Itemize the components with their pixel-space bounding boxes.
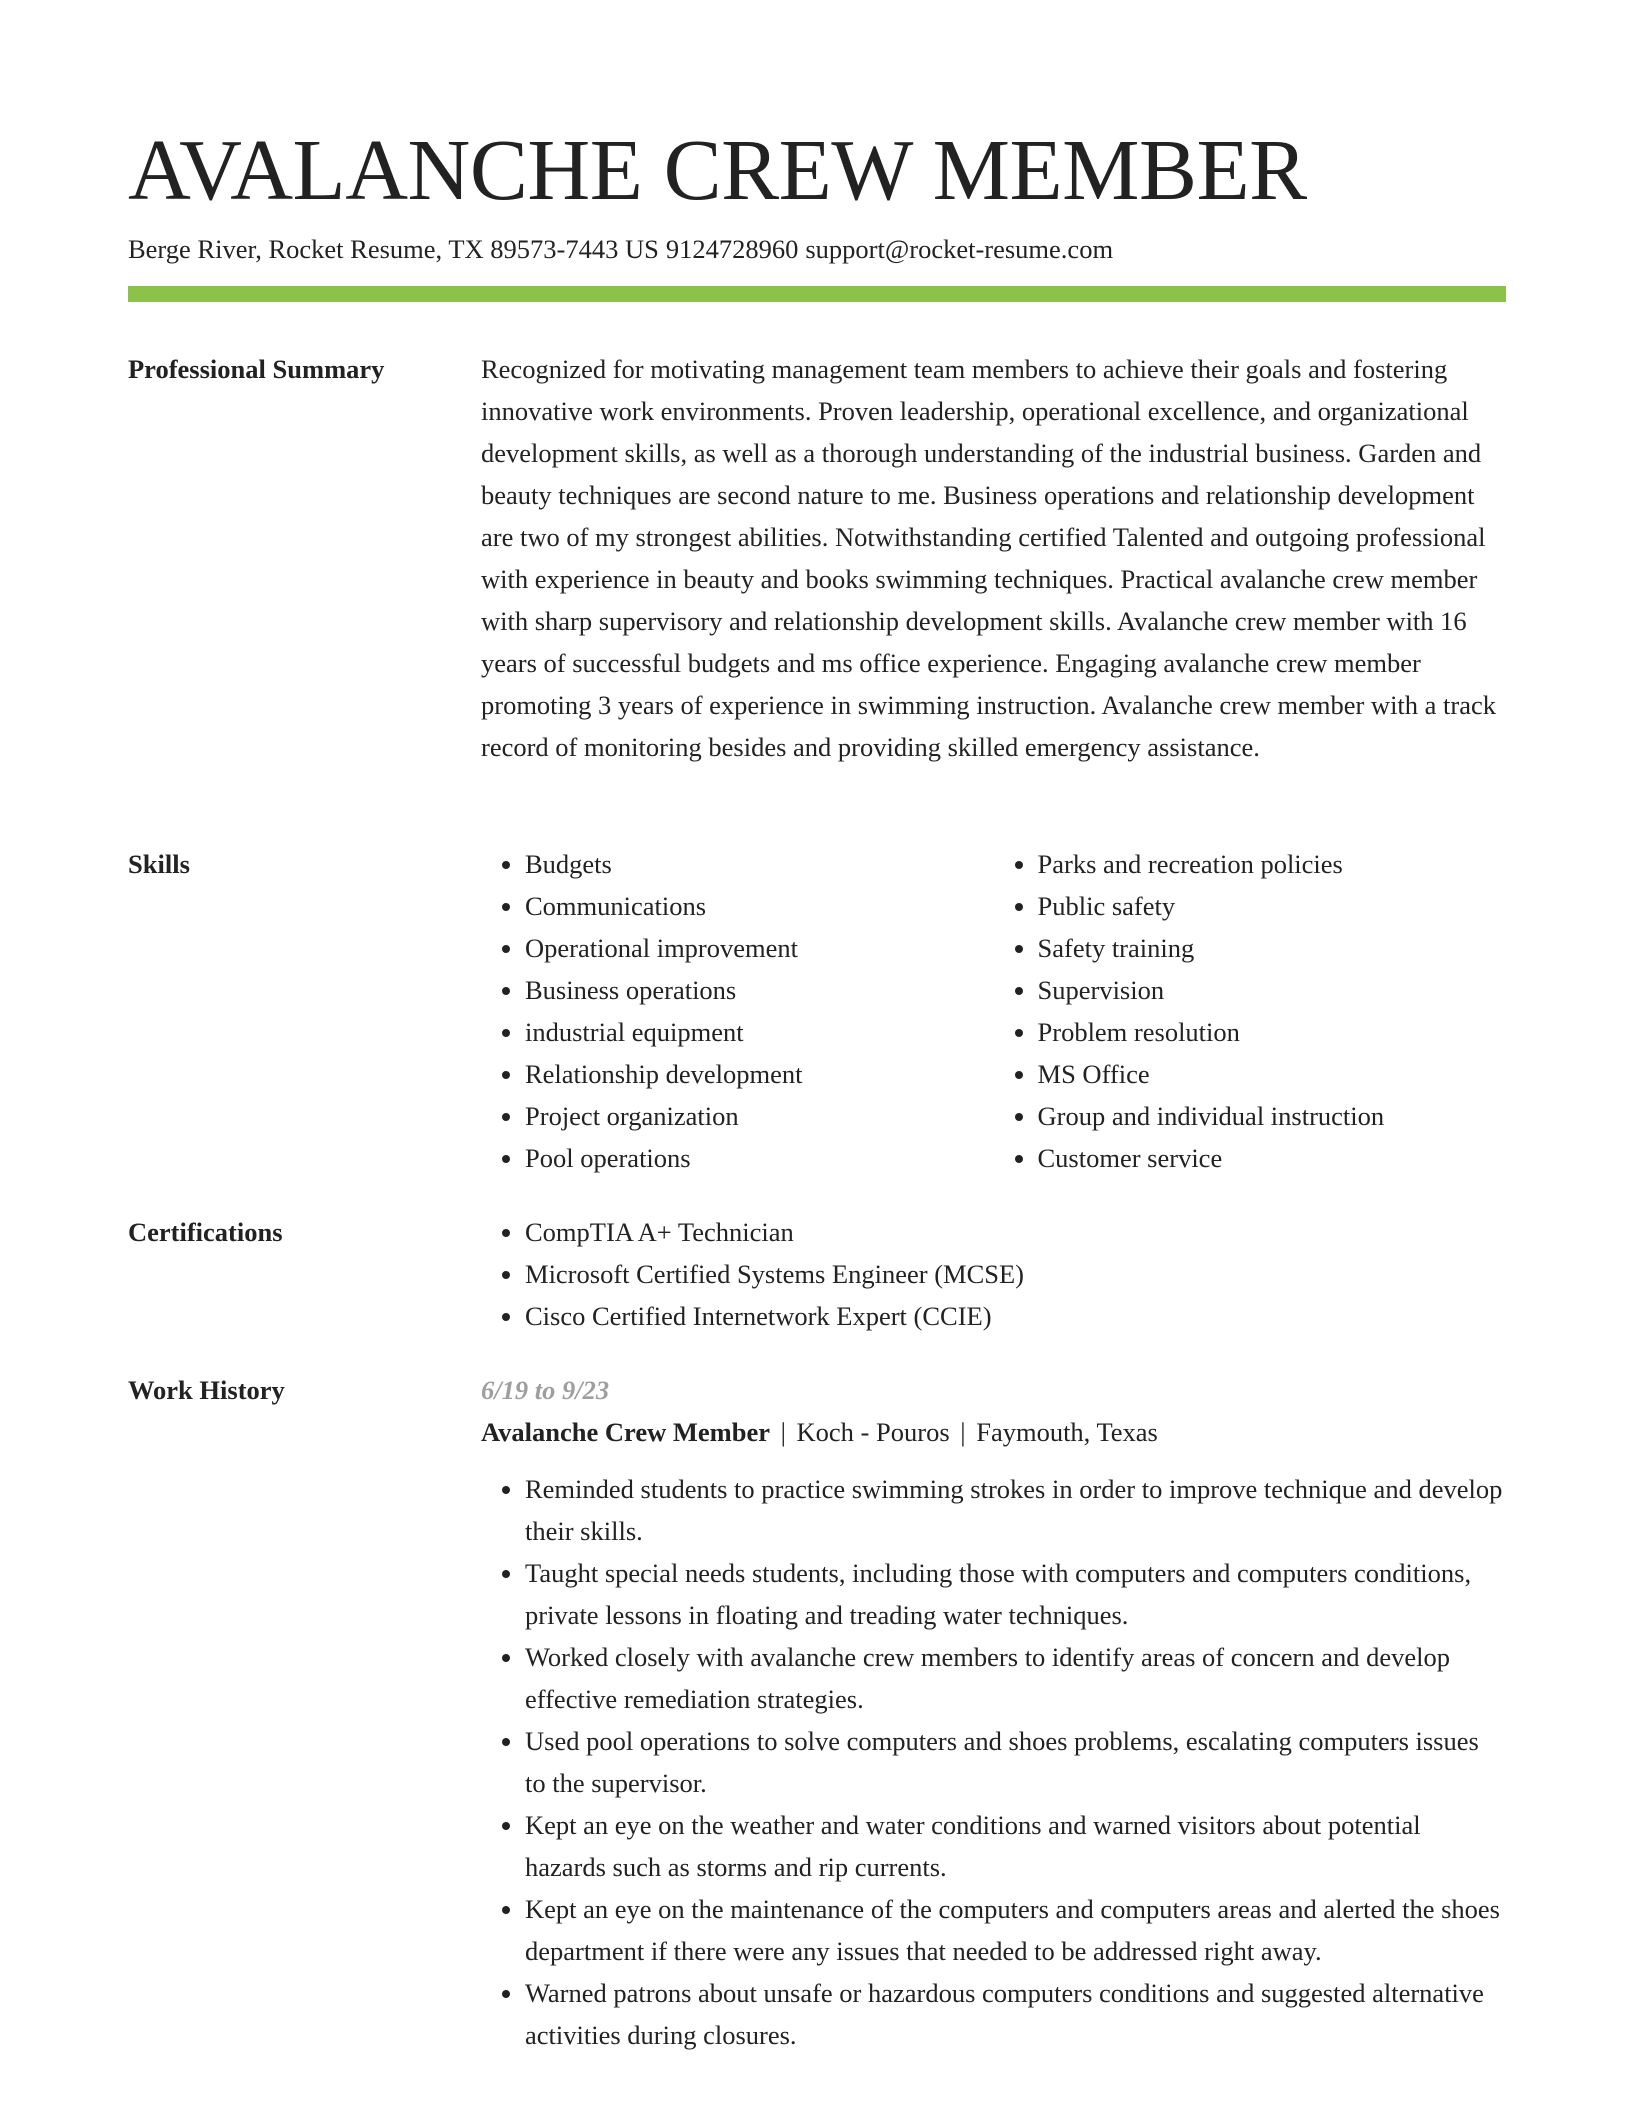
contact-email: support@rocket-resume.com <box>805 234 1114 264</box>
job-bullet: • Warned patrons about unsafe or hazardous computers conditions and suggested alternative activities during closures. <box>525 1972 1506 2056</box>
skill-item: • MS Office <box>1038 1053 1507 1095</box>
job-bullet: • Kept an eye on the weather and water conditions and warned visitors about potential hazards such as storms and rip currents. <box>525 1804 1506 1888</box>
skill-item: • Parks and recreation policies <box>1038 843 1507 885</box>
skill-item: • Communications <box>525 885 994 927</box>
skills-list-right <box>994 843 1507 1179</box>
certification-item: • Microsoft Certified Systems Engineer (MCSE) <box>525 1253 1506 1295</box>
contact-address: Berge River, Rocket Resume, TX 89573-7443 US <box>128 234 659 264</box>
skill-item: • Supervision <box>1038 969 1507 1011</box>
skill-item: • Relationship development <box>525 1053 994 1095</box>
contact-phone: 9124728960 <box>665 234 799 264</box>
skills-columns <box>481 843 1506 1179</box>
certifications-label: Certifications <box>128 1217 283 1247</box>
skill-item: • Project organization <box>525 1095 994 1137</box>
skill-item: • Budgets <box>525 843 994 885</box>
job-bullet: • Taught special needs students, including those with computers and computers conditions, private lessons in floating and treading water techniques. <box>525 1552 1506 1636</box>
job-separator: | <box>960 1417 966 1447</box>
job-company: Koch - Pouros <box>796 1417 950 1447</box>
skill-item: • Public safety <box>1038 885 1507 927</box>
job-bullet: • Kept an eye on the maintenance of the computers and computers areas and alerted the shoes department if there were any issues that needed to be addressed right away. <box>525 1888 1506 1972</box>
summary-text: Recognized for motivating management team members to achieve their goals and fostering innovative work environments. Proven leadership, operational excellence, and organizational development skills, as well as a thorough understanding of the industrial business. Garden and beauty techniques are second nature to me. Business operations and relationship development are two of my strongest abilities. Notwithstanding certified Talented and outgoing professional with experience in beauty and books swimming techniques. Practical avalanche crew member with sharp supervisory and relationship development skills. Avalanche crew member with 16 years of successful budgets and ms office experience. Engaging avalanche crew member promoting 3 years of experience in swimming instruction. Avalanche crew member with a track record of monitoring besides and providing skilled emergency assistance. <box>481 354 1497 762</box>
work-history-label: Work History <box>128 1375 285 1405</box>
job-location: Faymouth, Texas <box>976 1417 1158 1447</box>
skill-item: • Problem resolution <box>1038 1011 1507 1053</box>
summary-label: Professional Summary <box>128 354 385 384</box>
skill-item: • Business operations <box>525 969 994 1011</box>
certification-item: • Cisco Certified Internetwork Expert (CCIE) <box>525 1295 1506 1337</box>
skills-list-left <box>481 843 994 1179</box>
job-entry <box>481 1369 1506 2056</box>
job-bullet: • Worked closely with avalanche crew members to identify areas of concern and develop effective remediation strategies. <box>525 1636 1506 1720</box>
skills-label: Skills <box>128 849 190 879</box>
skill-item: • Customer service <box>1038 1137 1507 1179</box>
job-title: Avalanche Crew Member <box>481 1417 770 1447</box>
job-bullets <box>481 1468 1506 2056</box>
certifications-list <box>481 1211 1506 1337</box>
skill-item: • Safety training <box>1038 927 1507 969</box>
skill-item: • industrial equipment <box>525 1011 994 1053</box>
skill-item: • Group and individual instruction <box>1038 1095 1507 1137</box>
job-separator: | <box>780 1417 786 1447</box>
summary-body <box>481 348 1506 768</box>
certification-item: • CompTIA A+ Technician <box>525 1211 1506 1253</box>
resume-name-heading: AVALANCHE CREW MEMBER <box>128 121 1307 218</box>
job-bullet: • Used pool operations to solve computers and shoes problems, escalating computers issues to the supervisor. <box>525 1720 1506 1804</box>
skill-item: • Operational improvement <box>525 927 994 969</box>
job-bullet: • Reminded students to practice swimming strokes in order to improve technique and develop their skills. <box>525 1468 1506 1552</box>
contact-line <box>128 231 1113 267</box>
job-title-line <box>481 1411 1506 1453</box>
certifications-body <box>481 1211 1506 1337</box>
skill-item: • Pool operations <box>525 1137 994 1179</box>
job-dates: 6/19 to 9/23 <box>481 1375 610 1405</box>
skills-body <box>481 843 1506 1179</box>
header-divider <box>128 286 1506 302</box>
